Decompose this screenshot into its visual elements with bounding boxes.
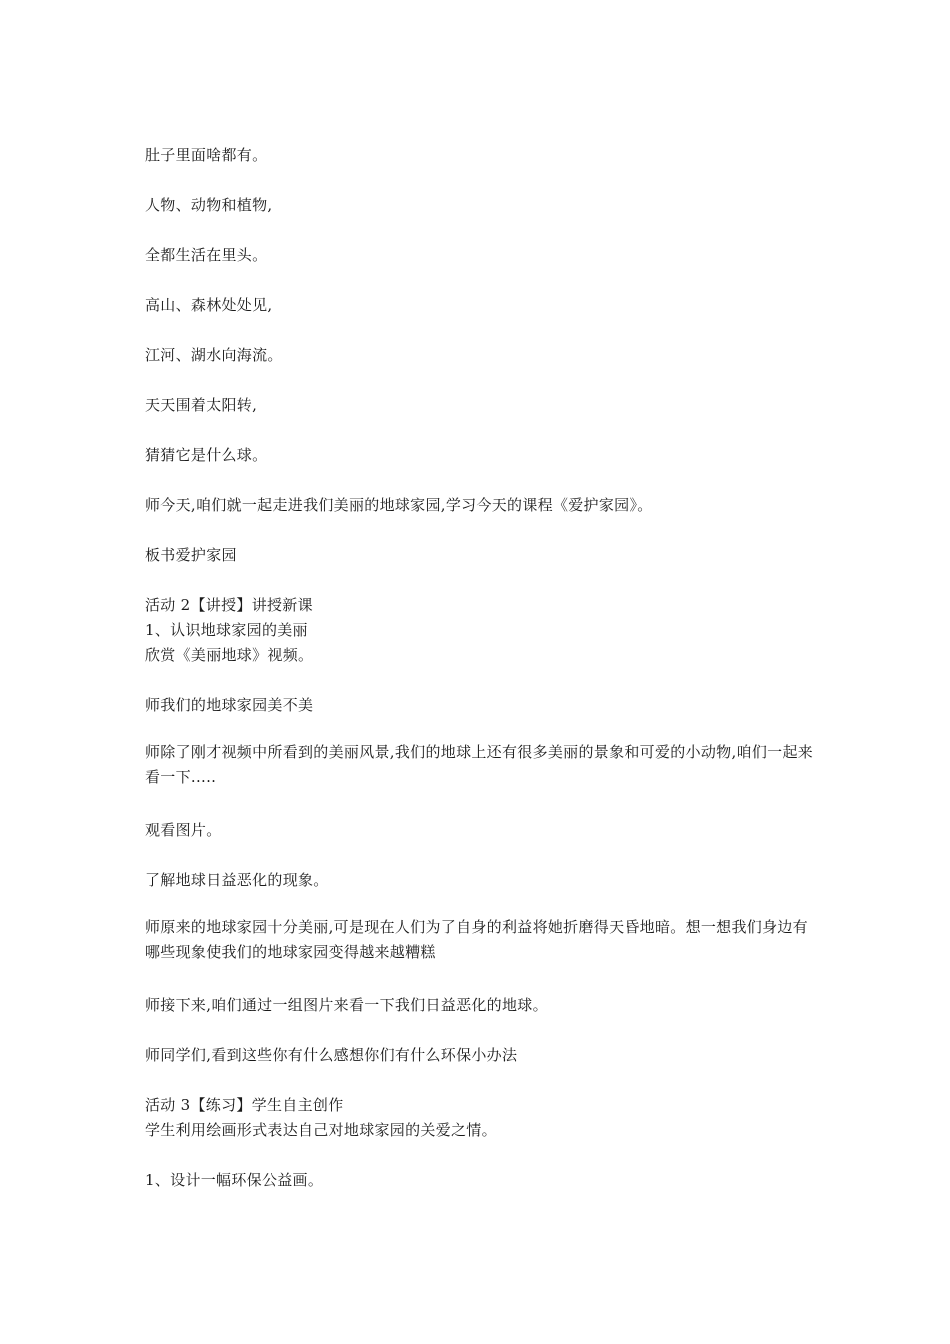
section-heading: 活动 3【练习】学生自主创作	[145, 1096, 344, 1114]
text-line: 学生利用绘画形式表达自己对地球家园的关爱之情。	[145, 1121, 497, 1139]
text-paragraph: 师除了刚才视频中所看到的美丽风景,我们的地球上还有很多美丽的景象和可爱的小动物,咱们一起来看一下.....	[145, 743, 814, 786]
section-heading: 活动 2【讲授】讲授新课	[145, 596, 313, 614]
text-line: 猜猜它是什么球。	[145, 446, 268, 464]
text-paragraph: 师原来的地球家园十分美丽,可是现在人们为了自身的利益将她折磨得天昏地暗。想一想我们身边有哪些现象使我们的地球家园变得越来越糟糕	[145, 918, 808, 961]
text-line: 1、设计一幅环保公益画。	[145, 1171, 324, 1189]
text-line: 欣赏《美丽地球》视频。	[145, 646, 314, 664]
text-line: 高山、森林处处见,	[145, 296, 273, 314]
text-line: 板书爱护家园	[145, 546, 237, 564]
text-line: 师我们的地球家园美不美	[145, 696, 314, 714]
text-line: 人物、动物和植物,	[145, 196, 273, 214]
text-line: 江河、湖水向海流。	[145, 346, 283, 364]
text-line: 师接下来,咱们通过一组图片来看一下我们日益恶化的地球。	[145, 996, 548, 1014]
text-line: 了解地球日益恶化的现象。	[145, 871, 329, 889]
text-line: 师同学们,看到这些你有什么感想你们有什么环保小办法	[145, 1046, 518, 1064]
text-line: 观看图片。	[145, 821, 222, 839]
text-line: 1、认识地球家园的美丽	[145, 621, 308, 639]
text-line: 肚子里面啥都有。	[145, 146, 268, 164]
text-line: 全都生活在里头。	[145, 246, 268, 264]
text-line: 天天围着太阳转,	[145, 396, 258, 414]
text-line: 师今天,咱们就一起走进我们美丽的地球家园,学习今天的课程《爱护家园》。	[145, 496, 653, 514]
